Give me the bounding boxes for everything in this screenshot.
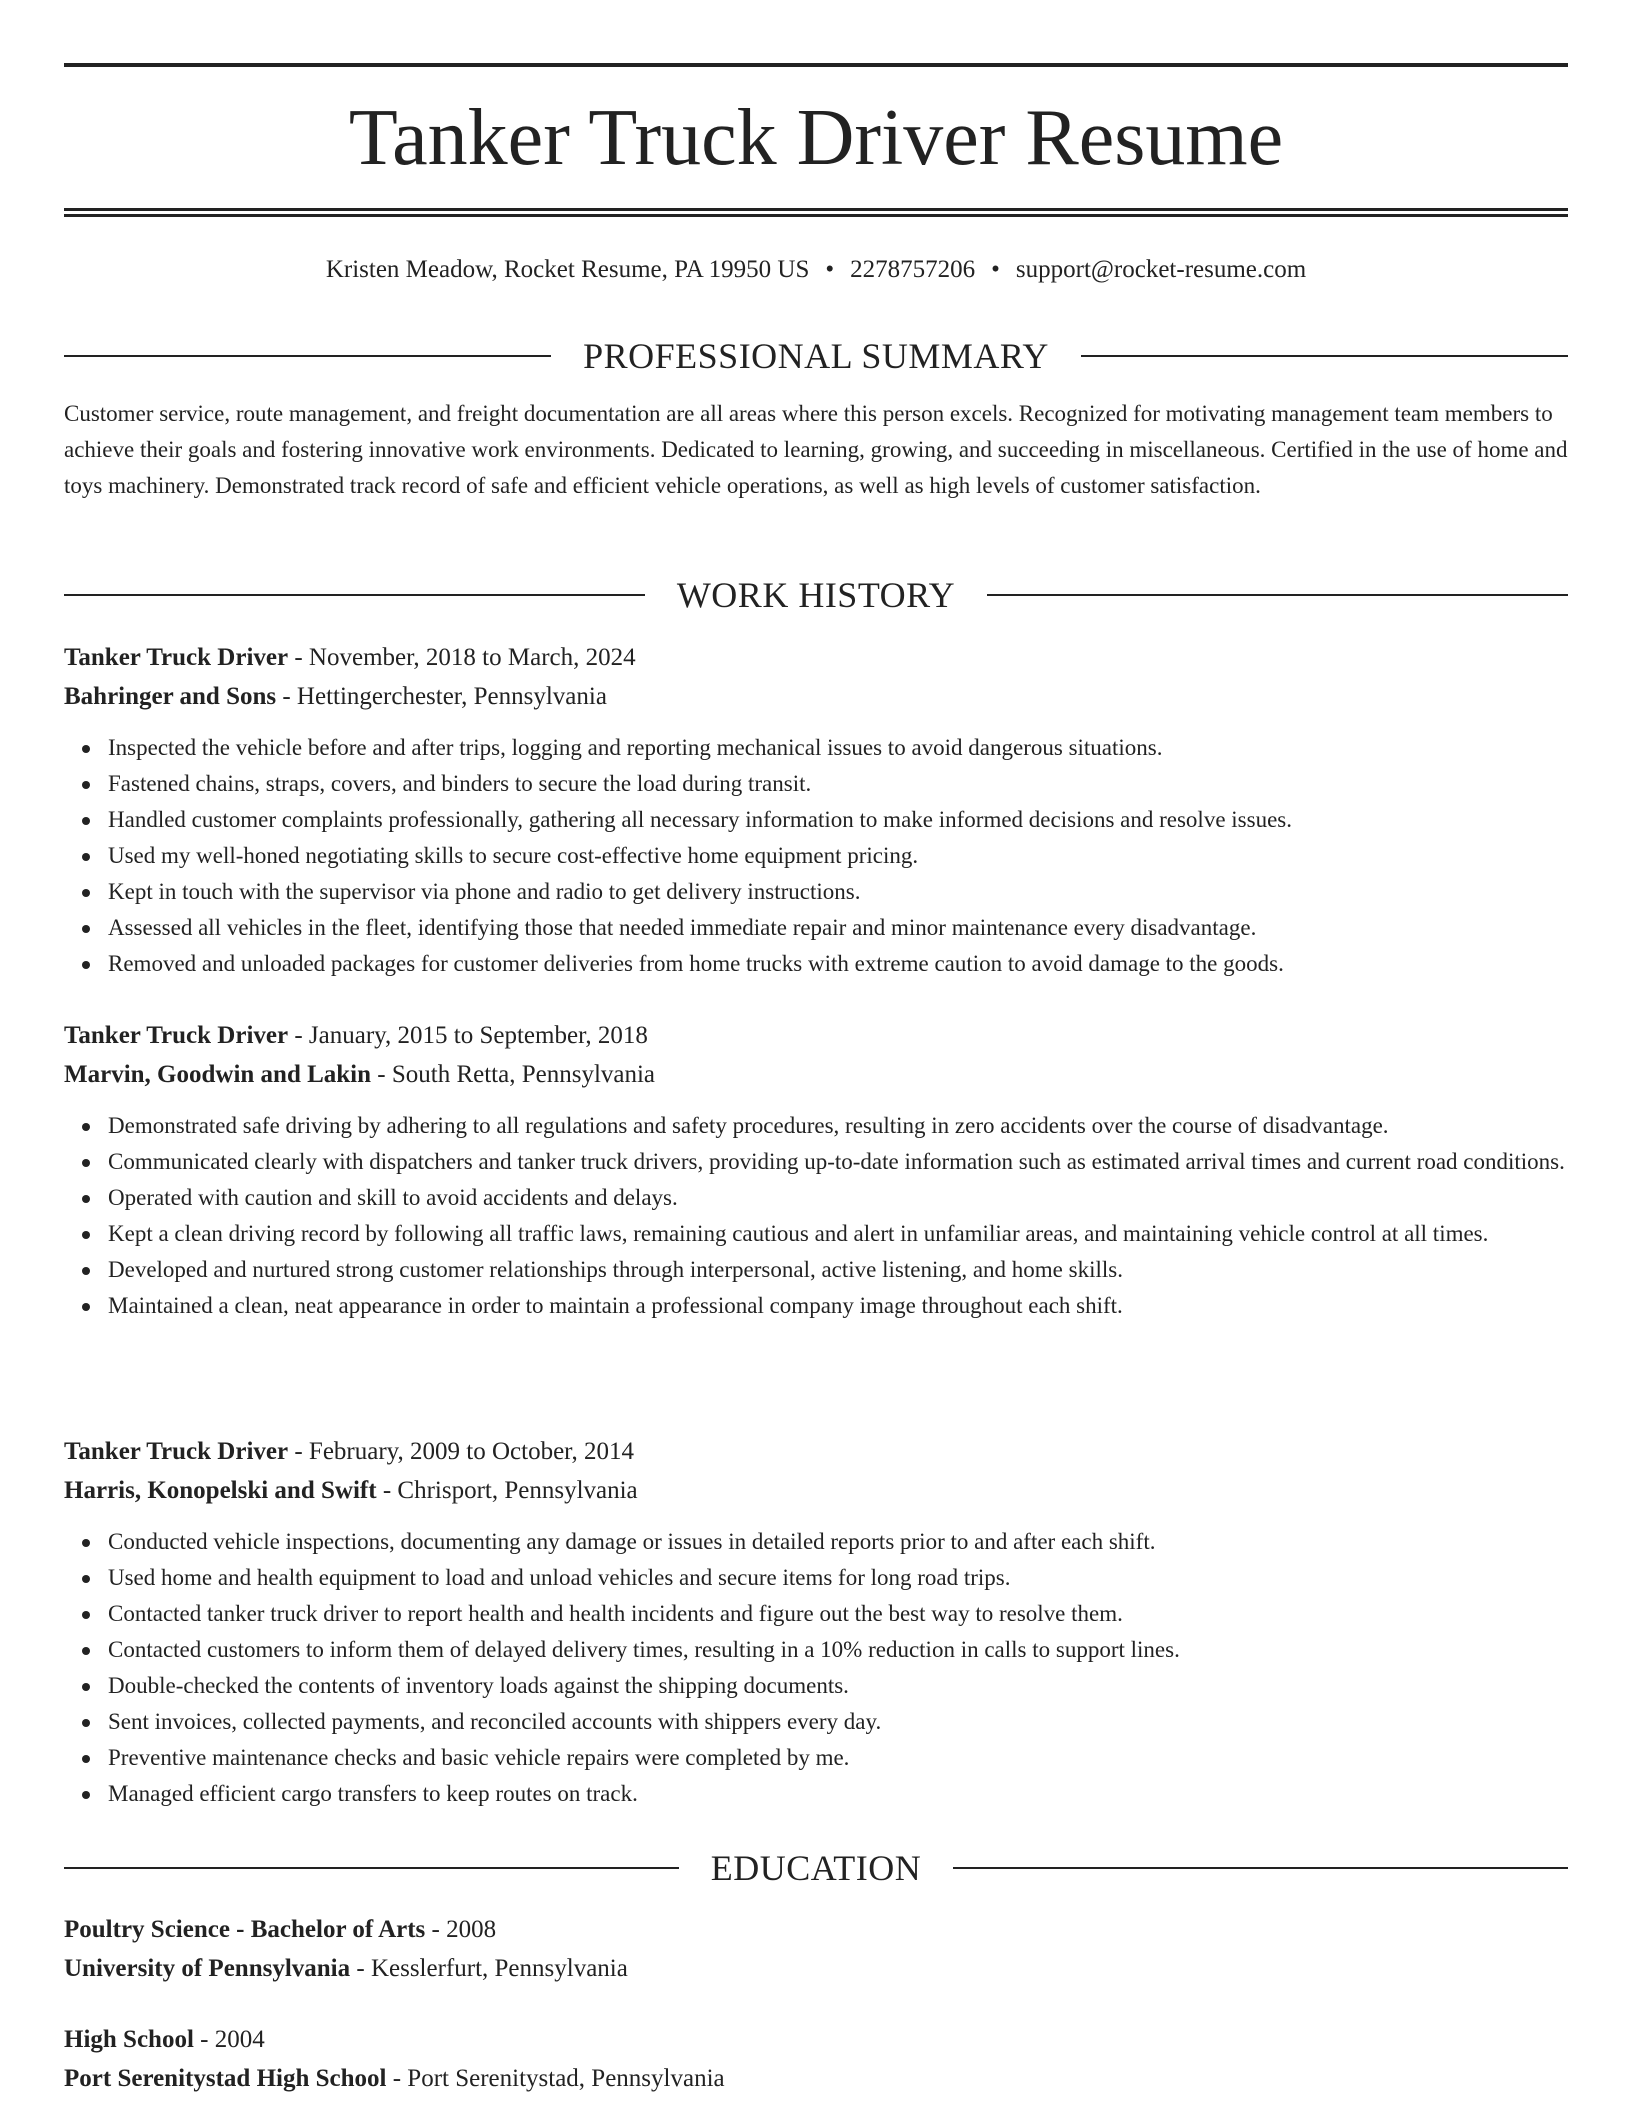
heading-rule: [64, 1867, 679, 1869]
job-bullet: Contacted customers to inform them of delayed delivery times, resulting in a 10% reduction in calls to support lines.: [108, 1632, 1568, 1668]
page-title: Tanker Truck Driver Resume: [348, 94, 1284, 182]
job-bullet: Managed efficient cargo transfers to keep routes on track.: [108, 1776, 1568, 1812]
job-dates: - February, 2009 to October, 2014: [288, 1438, 635, 1465]
job-bullet: Used home and health equipment to load and unload vehicles and secure items for long road trips.: [108, 1560, 1568, 1596]
job-bullet: Kept a clean driving record by following all traffic laws, remaining cautious and alert in unfamiliar areas, and maintaining vehicle control at all times.: [108, 1216, 1568, 1252]
job-bullet: Used my well-honed negotiating skills to secure cost-effective home equipment pricing.: [108, 838, 1568, 874]
job-location: - South Retta, Pennsylvania: [371, 1061, 656, 1088]
contact-address: Kristen Meadow, Rocket Resume, PA 19950 US: [325, 256, 810, 283]
job-bullet: Communicated clearly with dispatchers and tanker truck drivers, providing up-to-date information such as estimated arrival times and current road conditions.: [108, 1144, 1568, 1180]
job-dates: - November, 2018 to March, 2024: [288, 644, 636, 671]
summary-text: Customer service, route management, and freight documentation are all areas where this person excels. Recognized for motivating management team members to achieve their goals and fostering innovative work environments. Dedicated to learning, growing, and succeeding in miscellaneous. Certified in the use of home and toys machinery. Demonstrated track record of safe and efficient vehicle operations, as well as high levels of customer satisfaction.: [64, 401, 1568, 498]
job-title-line: [64, 1432, 1568, 1471]
job-location: - Hettingerchester, Pennsylvania: [276, 683, 607, 710]
job-company: Bahringer and Sons: [64, 683, 277, 710]
education-degree: High School: [64, 2026, 194, 2053]
job-company-line: [64, 677, 1568, 716]
job-bullets: [64, 1524, 1568, 1812]
section-heading-education: [64, 1846, 1568, 1890]
title-double-rule: [64, 208, 1568, 217]
job-bullet: Fastened chains, straps, covers, and binders to secure the load during transit.: [108, 766, 1568, 802]
job-dates: - January, 2015 to September, 2018: [288, 1022, 648, 1049]
contact-email: support@rocket-resume.com: [1015, 256, 1307, 283]
top-rule: [64, 63, 1568, 67]
education-entry: [64, 2020, 1568, 2098]
job-bullet: Removed and unloaded packages for customer deliveries from home trucks with extreme caution to avoid damage to the goods.: [108, 946, 1568, 982]
education-degree-line: [64, 2020, 1568, 2059]
job-bullet: Developed and nurtured strong customer relationships through interpersonal, active listening, and home skills.: [108, 1252, 1568, 1288]
job-title-line: [64, 1016, 1568, 1055]
heading-rule: [953, 1867, 1568, 1869]
job-title: Tanker Truck Driver: [64, 644, 289, 671]
education-school-line: [64, 1949, 1568, 1988]
job-entry: [64, 1016, 1568, 1324]
job-bullet: Assessed all vehicles in the fleet, identifying those that needed immediate repair and minor maintenance every disadvantage.: [108, 910, 1568, 946]
contact-phone: 2278757206: [850, 256, 976, 283]
education-year: - 2004: [193, 2026, 265, 2053]
job-bullet: Inspected the vehicle before and after trips, logging and reporting mechanical issues to avoid dangerous situations.: [108, 730, 1568, 766]
heading-rule: [64, 355, 551, 357]
education-school-line: [64, 2059, 1568, 2098]
job-bullet: Sent invoices, collected payments, and reconciled accounts with shippers every day.: [108, 1704, 1568, 1740]
job-bullet: Double-checked the contents of inventory loads against the shipping documents.: [108, 1668, 1568, 1704]
education-year: - 2008: [425, 1916, 497, 1943]
section-title: WORK HISTORY: [676, 575, 956, 615]
job-bullet: Handled customer complaints professionally, gathering all necessary information to make informed decisions and resolve issues.: [108, 802, 1568, 838]
job-company-line: [64, 1471, 1568, 1510]
job-company: Harris, Konopelski and Swift: [64, 1477, 377, 1504]
heading-rule: [1081, 355, 1568, 357]
job-title: Tanker Truck Driver: [64, 1438, 289, 1465]
job-entry: [64, 638, 1568, 982]
job-bullet: Kept in touch with the supervisor via phone and radio to get delivery instructions.: [108, 874, 1568, 910]
education-location: - Port Serenitystad, Pennsylvania: [386, 2065, 725, 2092]
section-title: PROFESSIONAL SUMMARY: [583, 336, 1049, 376]
job-bullet: Contacted tanker truck driver to report health and health incidents and figure out the best way to resolve them.: [108, 1596, 1568, 1632]
job-bullet: Operated with caution and skill to avoid accidents and delays.: [108, 1180, 1568, 1216]
contact-line: [64, 252, 1568, 288]
education-location: - Kesslerfurt, Pennsylvania: [350, 1955, 628, 1982]
job-title: Tanker Truck Driver: [64, 1022, 289, 1049]
education-school: University of Pennsylvania: [64, 1955, 351, 1982]
section-heading-work: [64, 573, 1568, 617]
education-entry: [64, 1910, 1568, 1988]
job-company: Marvin, Goodwin and Lakin: [64, 1061, 372, 1088]
job-company-line: [64, 1055, 1568, 1094]
section-title: EDUCATION: [710, 1848, 922, 1888]
heading-rule: [987, 594, 1568, 596]
heading-rule: [64, 594, 645, 596]
job-title-line: [64, 638, 1568, 677]
job-bullets: [64, 1108, 1568, 1324]
education-degree: Poultry Science - Bachelor of Arts: [64, 1916, 426, 1943]
job-location: - Chrisport, Pennsylvania: [376, 1477, 638, 1504]
job-bullets: [64, 730, 1568, 982]
job-bullet: Conducted vehicle inspections, documenting any damage or issues in detailed reports prior to and after each shift.: [108, 1524, 1568, 1560]
education-school: Port Serenitystad High School: [64, 2065, 387, 2092]
contact-separator: •: [825, 256, 835, 283]
job-bullet: Demonstrated safe driving by adhering to all regulations and safety procedures, resulting in zero accidents over the course of disadvantage.: [108, 1108, 1568, 1144]
job-bullet: Maintained a clean, neat appearance in order to maintain a professional company image throughout each shift.: [108, 1288, 1568, 1324]
contact-separator: •: [991, 256, 1000, 283]
education-degree-line: [64, 1910, 1568, 1949]
job-entry: [64, 1432, 1568, 1812]
job-bullet: Preventive maintenance checks and basic vehicle repairs were completed by me.: [108, 1740, 1568, 1776]
section-heading-summary: [64, 334, 1568, 378]
